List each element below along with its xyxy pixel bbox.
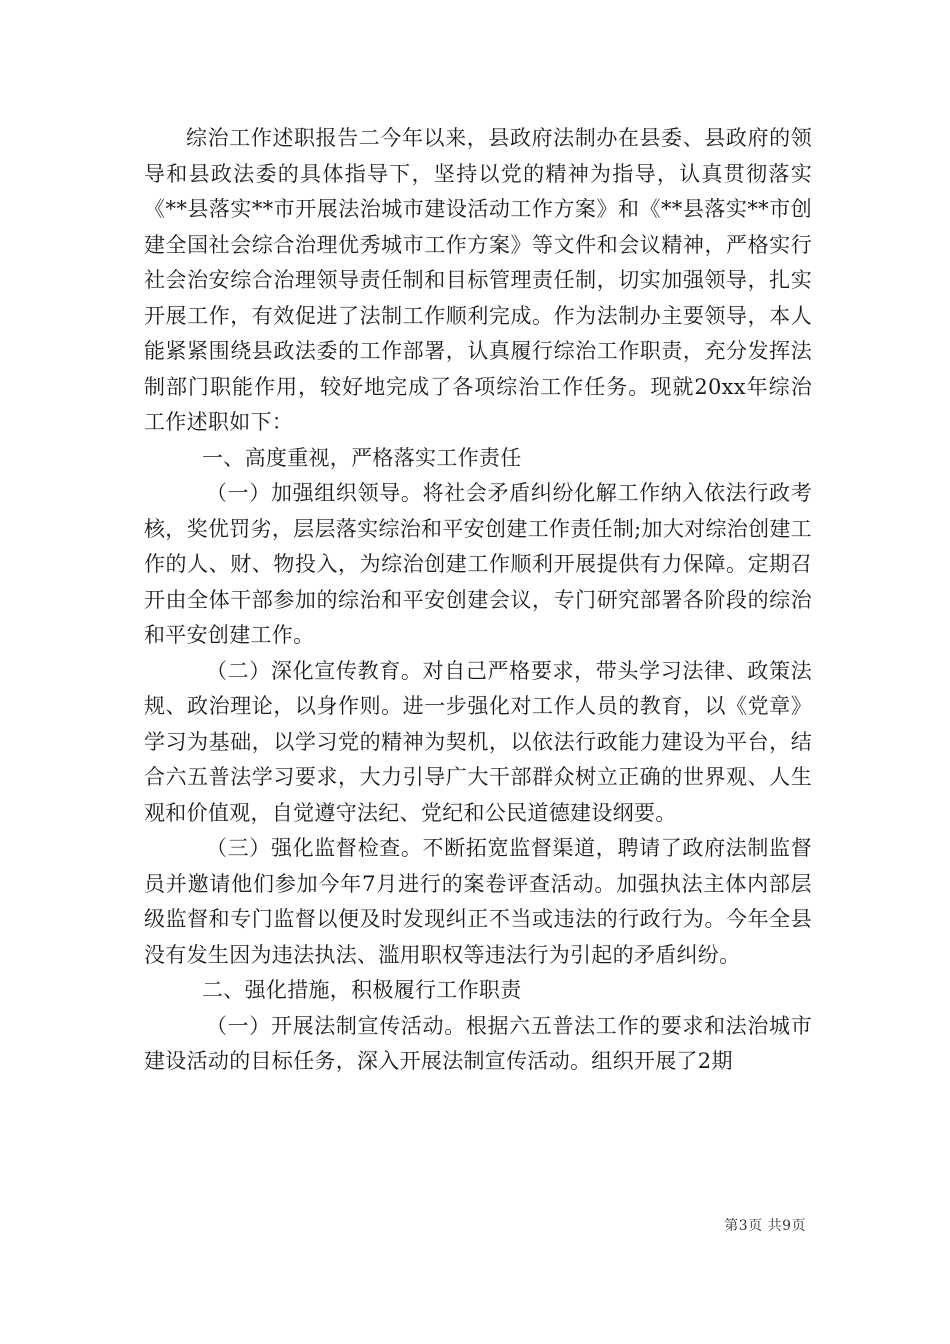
intro-paragraph: 综治工作述职报告二今年以来，县政府法制办在县委、县政府的领导和县政法委的具体指导下，坚持以党的精神为指导，认真贯彻落实《**县落实**市开展法治城市建设活动工作方案》和《**县落实**市创建全国社会综合治理优秀城市工作方案》等文件和会议精神，严格实行社会治安综合治理领导责任制和目标管理责任制，切实加强领导，扎实开展工作，有效促进了法制工作顺利完成。作为法制办主要领导，本人能紧紧围绕县政法委的工作部署，认真履行综治工作职责，充分发挥法制部门职能作用，较好地完成了各项综治工作任务。现就20xx年综治工作述职如下：: [144, 126, 812, 434]
section-heading-2: 二、强化措施，积极履行工作职责: [202, 978, 522, 1002]
subsection-paragraph-1-1: （一）加强组织领导。将社会矛盾纠纷化解工作纳入依法行政考核，奖优罚劣，层层落实综治和平安创建工作责任制;加大对综治创建工作的人、财、物投入，为综治创建工作顺利开展提供有力保障。定期召开由全体干部参加的综治和平安创建会议，专门研究部署各阶段的综治和平安创建工作。: [144, 481, 812, 647]
document-body: [144, 121, 812, 1080]
section-heading-1: 一、高度重视，严格落实工作责任: [202, 445, 522, 470]
subsection-paragraph-1-2: （二）深化宣传教育。对自己严格要求，带头学习法律、政策法规、政治理论，以身作则。进一步强化对工作人员的教育，以《党章》学习为基础，以学习党的精神为契机，以依法行政能力建设为平台，结合六五普法学习要求，大力引导广大干部群众树立正确的世界观、人生观和价值观，自觉遵守法纪、党纪和公民道德建设纲要。: [144, 658, 812, 825]
subsection-paragraph-2-1: （一）开展法制宣传活动。根据六五普法工作的要求和法治城市建设活动的目标任务，深入开展法制宣传活动。组织开展了2期: [144, 1013, 812, 1073]
page-number-footer: 第3页 共9页: [724, 1218, 806, 1234]
subsection-paragraph-1-3: （三）强化监督检查。不断拓宽监督渠道，聘请了政府法制监督员并邀请他们参加今年7月进行的案卷评查活动。加强执法主体内部层级监督和专门监督以便及时发现纠正不当或违法的行政行为。今年全县没有发生因为违法执法、滥用职权等违法行为引起的矛盾纠纷。: [144, 836, 812, 967]
